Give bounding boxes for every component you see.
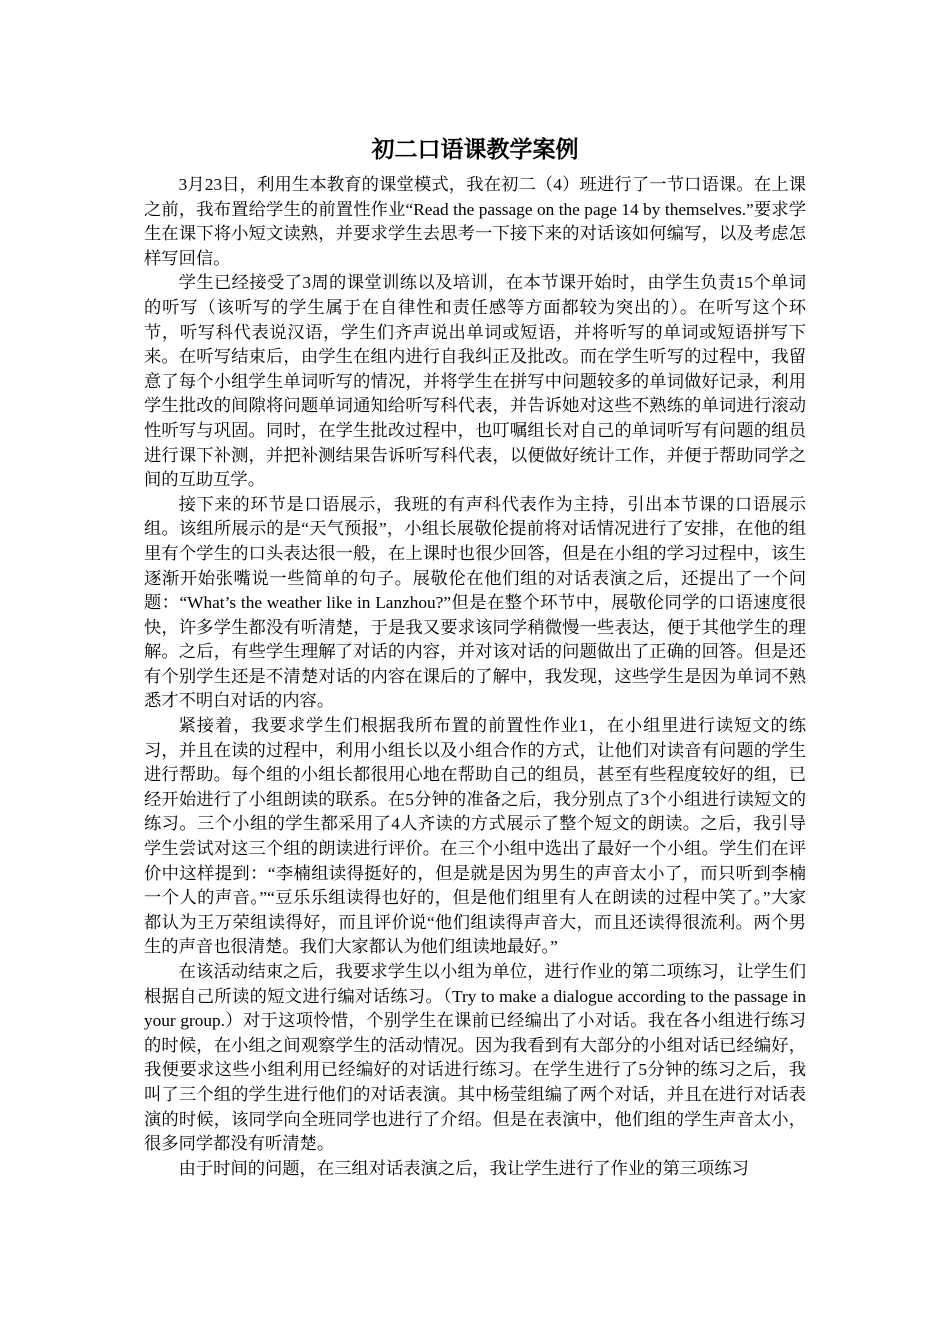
paragraph-6: 由于时间的问题，在三组对话表演之后，我让学生进行了作业的第三项练习 bbox=[178, 1158, 749, 1178]
paragraph-5: 在该活动结束之后，我要求学生以小组为单位，进行作业的第二项练习，让学生们根据自己所读的短文进行编对话练习。（Try to make a dialogue according to the passage in your group.）对于这项怜惜，个别学生在课前已经编出了小对话。我在各小组进行练习的时候，在小组之间观察学生的活动情况。因为我看到有大部分的小组对话已经编好，我便要求这些小组利用已经编好的对话进行练习。在学生进行了5分钟的练习之后，我叫了三个组的学生进行他们的对话表演。其中杨莹组编了两个对话，并且在进行对话表演的时候，该同学向全班同学也进行了介绍。但是在表演中，他们组的学生声音太小，很多同学都没有听清楚。 bbox=[144, 962, 806, 1154]
paragraph-3: 接下来的环节是口语展示，我班的有声科代表作为主持，引出本节课的口语展示组。该组所展示的是“天气预报”，小组长展敬伦提前将对话情况进行了安排，在他的组里有个学生的口头表达很一般，在上课时也很少回答，但是在小组的学习过程中，该生逐渐开始张嘴说一些简单的句子。展敬伦在他们组的对话表演之后，还提出了一个问题：“What’s the weather like in Lanzhou?”但是在整个环节中，展敬伦同学的口语速度很快，许多学生都没有听清楚，于是我又要求该同学稍微慢一些表达，便于其他学生的理解。之后，有些学生理解了对话的内容，并对该对话的问题做出了正确的回答。但是还有个别学生还是不清楚对话的内容在课后的了解中，我发现，这些学生是因为单词不熟悉才不明白对话的内容。 bbox=[144, 494, 806, 711]
paragraph-4: 紧接着，我要求学生们根据我所布置的前置性作业1，在小组里进行读短文的练习，并且在读的过程中，利用小组长以及小组合作的方式，让他们对读音有问题的学生进行帮助。每个组的小组长都很用心地在帮助自己的组员，甚至有些程度较好的组，已经开始进行了小组朗读的联系。在5分钟的准备之后，我分别点了3个小组进行读短文的练习。三个小组的学生都采用了4人齐读的方式展示了整个短文的朗读。之后，我引导学生尝试对这三个组的朗读进行评价。在三个小组中选出了最好一个小组。学生们在评价中这样提到：“李楠组读得挺好的，但是就是因为男生的声音太小了，而只听到李楠一个人的声音。”“豆乐乐组读得也好的，但是他们组里有人在朗读的过程中笑了。”大家都认为王万荣组读得好，而且评价说“他们组读得声音大，而且还读得很流利。两个男生的声音也很清楚。我们大家都认为他们组读地最好。” bbox=[144, 716, 807, 957]
document-title: 初二口语课教学案例 bbox=[371, 136, 579, 163]
paragraph-1: 3月23日，利用生本教育的课堂模式，我在初二（4）班进行了一节口语课。在上课之前，我布置给学生的前置性作业“Read the passage on the page 14 by themselves.”要求学生在课下将小短文读熟，并要求学生去思考一下接下来的对话该如何编写，以及考虑怎样写回信。 bbox=[144, 175, 806, 268]
document-body bbox=[144, 173, 806, 1181]
paragraph-2: 学生已经接受了3周的课堂训练以及培训，在本节课开始时，由学生负责15个单词的听写（该听写的学生属于在自律性和责任感等方面都较为突出的）。在听写这个环节，听写科代表说汉语，学生们齐声说出单词或短语，并将听写的单词或短语拼写下来。在听写结束后，由学生在组内进行自我纠正及批改。而在学生听写的过程中，我留意了每个小组学生单词听写的情况，并将学生在拼写中问题较多的单词做好记录，利用学生批改的间隙将问题单词通知给听写科代表，并告诉她对这些不熟练的单词进行滚动性听写与巩固。同时，在学生批改过程中，也叮嘱组长对自己的单词听写有问题的组员进行课下补测，并把补测结果告诉听写科代表，以便做好统计工作，并便于帮助同学之间的互助互学。 bbox=[144, 273, 806, 490]
